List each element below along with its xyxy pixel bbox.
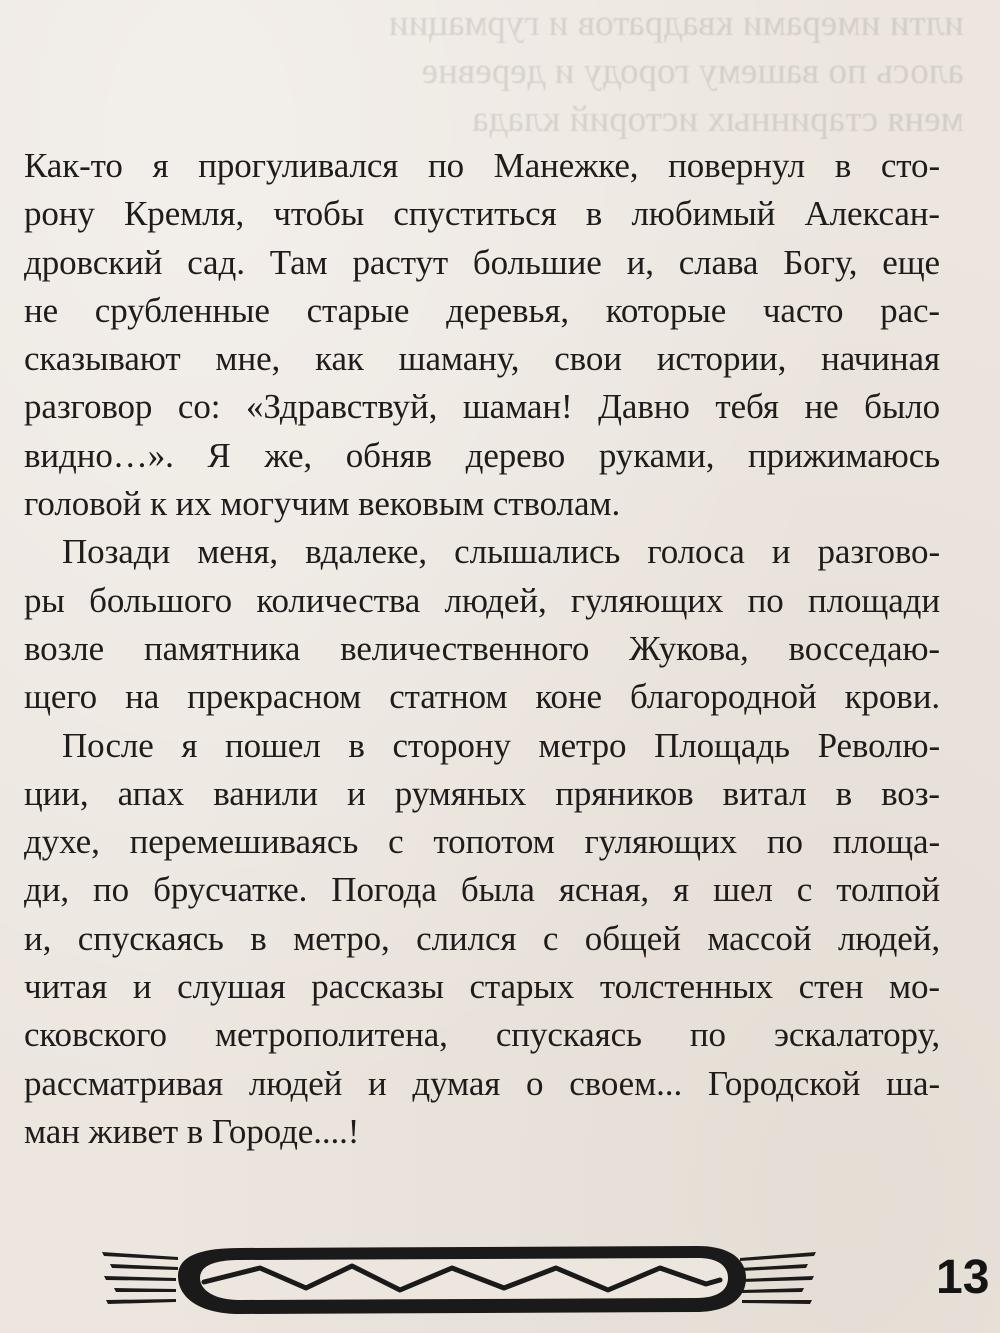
text-line: разговор со: «Здравствуй, шаман! Давно тебя не было	[24, 387, 940, 427]
text-line: дровский сад. Там растут большие и, слава Богу, еще	[24, 242, 940, 282]
text-line: ман живет в Городе....!	[24, 1111, 360, 1151]
text-line: не срубленные старые деревья, которые часто рас-	[24, 290, 940, 330]
decorative-zigzag-rod-icon	[100, 1238, 818, 1320]
paragraph-3	[24, 722, 940, 1157]
text-line: видно…». Я же, обняв дерево руками, прижимаюсь	[24, 435, 940, 475]
text-line: рассматривая людей и думая о своем... Городской ша-	[24, 1063, 940, 1103]
text-line: ции, апах ванили и румяных пряников витал в воз-	[24, 773, 940, 813]
bleed-line: илти имерами квадратов и гурмации	[388, 3, 964, 44]
bleed-through-text	[24, 0, 964, 144]
text-line: сказывают мне, как шаману, свои истории, начиная	[24, 339, 940, 379]
text-line: головой к их могучим вековым стволам.	[24, 484, 621, 524]
bleed-line: меня старинных историй клада	[472, 99, 964, 140]
text-line: ди, по брусчатке. Погода была ясная, я шел с толпой	[24, 870, 940, 910]
text-line: читая и слушая рассказы старых толстенных стен мо-	[24, 967, 940, 1007]
text-line: и, спускаясь в метро, слился с общей массой людей,	[24, 918, 940, 958]
text-line: щего на прекрасном статном коне благородной крови.	[24, 677, 940, 717]
text-line: возле памятника величественного Жукова, восседаю-	[24, 628, 940, 668]
text-line: Позади меня, вдалеке, слышались голоса и разгово-	[62, 532, 940, 572]
page-number: 13	[936, 1251, 990, 1304]
text-line: Как-то я прогуливался по Манежке, повернул в сто-	[24, 146, 940, 185]
paragraph-1	[24, 142, 940, 528]
text-line: сковского метрополитена, спускаясь по эскалатору,	[24, 1015, 940, 1055]
bleed-line: алось по вашему городу и деревне	[421, 51, 964, 92]
text-line: духе, перемешиваясь с топотом гуляющих по площа-	[24, 822, 940, 862]
text-line: После я пошел в сторону метро Площадь Револю-	[62, 725, 940, 765]
paragraph-2	[24, 528, 940, 721]
body-text	[24, 142, 940, 1156]
text-line: рону Кремля, чтобы спуститься в любимый Алексан-	[24, 194, 940, 234]
text-line: ры большого количества людей, гуляющих по площади	[24, 580, 940, 620]
